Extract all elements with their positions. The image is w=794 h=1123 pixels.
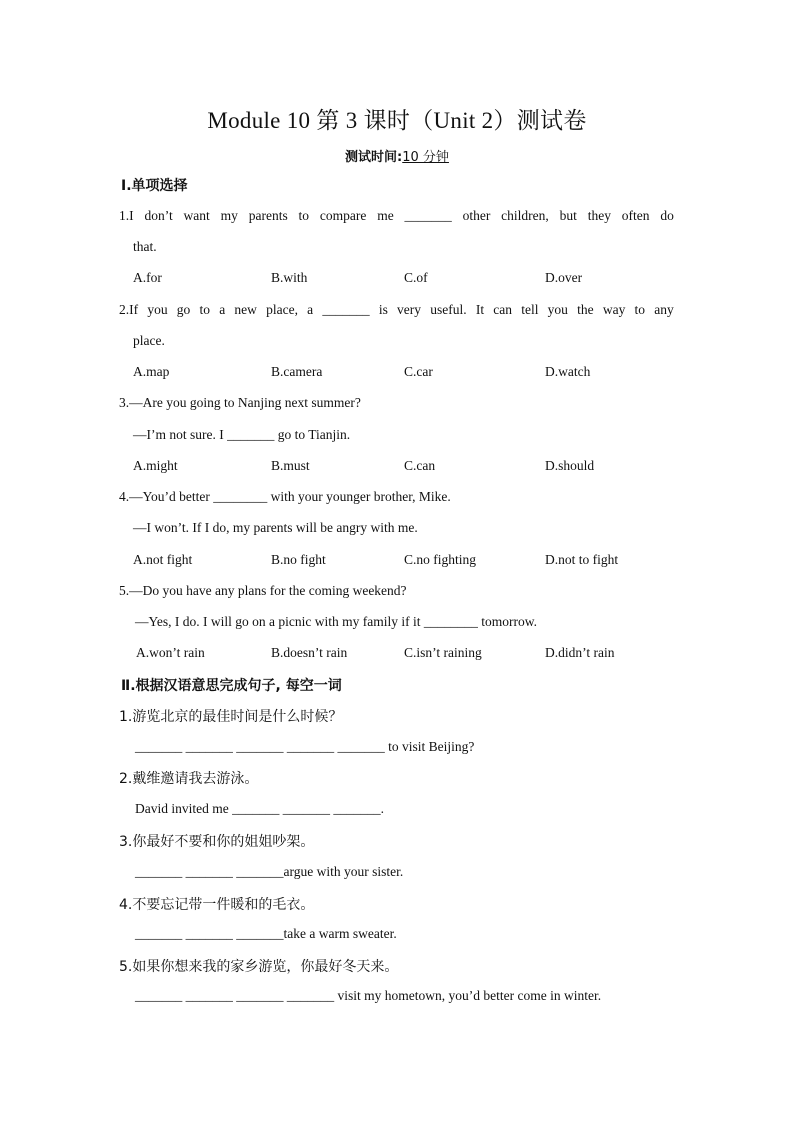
question-word: to <box>298 208 310 223</box>
question-1-option-a: A.for <box>133 270 162 285</box>
question-3-option-c: C.can <box>404 458 436 473</box>
translation-2-chinese: 2.戴维邀请我去游泳。 <box>119 771 259 787</box>
question-3-option-a: A.might <box>133 458 178 473</box>
question-1-line2: that. <box>133 239 157 254</box>
question-3-option-b: B.must <box>271 458 310 473</box>
question-word: _______ <box>404 208 452 223</box>
question-word: _______ <box>322 302 370 317</box>
question-word: is <box>378 302 388 317</box>
translation-5-chinese: 5.如果你想来我的家乡游览，你最好冬天来。 <box>119 959 399 975</box>
question-word: you <box>147 302 168 317</box>
translation-3-chinese: 3.你最好不要和你的姐姐吵架。 <box>119 834 315 850</box>
translation-3-english: _______ _______ _______argue with your sister. <box>135 864 404 879</box>
question-word: parents <box>248 208 288 223</box>
page-title: Module 10 第 3 课时（Unit 2）测试卷 <box>207 108 587 133</box>
question-4-line1: 4.—You’d better ________ with your younger brother, Mike. <box>119 489 451 504</box>
translation-5-english: _______ _______ _______ _______ visit my hometown, you’d better come in winter. <box>135 988 602 1003</box>
question-3-option-d: D.should <box>545 458 595 473</box>
question-word: go <box>176 302 191 317</box>
question-4-option-c: C.no fighting <box>404 552 477 567</box>
question-5-option-b: B.doesn’t rain <box>271 645 348 660</box>
test-time <box>0 146 794 165</box>
question-1-line1 <box>119 208 674 224</box>
question-1-option-b: B.with <box>271 270 308 285</box>
question-word: very <box>397 302 422 317</box>
question-word: but <box>559 208 577 223</box>
question-word: me <box>377 208 394 223</box>
question-word: 1.I <box>119 208 134 223</box>
question-word: a <box>219 302 226 317</box>
question-word: they <box>587 208 611 223</box>
question-2-line1 <box>119 302 674 318</box>
translation-2-english: David invited me _______ _______ _______. <box>135 801 384 816</box>
question-4-option-a: A.not fight <box>133 552 193 567</box>
translation-4-chinese: 4.不要忘记带一件暖和的毛衣。 <box>119 897 315 913</box>
question-word: It <box>475 302 485 317</box>
translation-4-english: _______ _______ _______take a warm sweater. <box>135 926 397 941</box>
question-word: tell <box>521 302 539 317</box>
question-word: you <box>547 302 568 317</box>
question-word: children, <box>501 208 549 223</box>
question-2-option-d: D.watch <box>545 364 591 379</box>
question-2-option-c: C.car <box>404 364 433 379</box>
question-word: want <box>183 208 210 223</box>
question-5-line1: 5.—Do you have any plans for the coming weekend? <box>119 583 407 598</box>
question-1-option-d: D.over <box>545 270 583 285</box>
translation-1-english: _______ _______ _______ _______ _______ to visit Beijing? <box>135 739 475 754</box>
question-word: to <box>634 302 646 317</box>
section-2-heading: Ⅱ.根据汉语意思完成句子, 每空一词 <box>121 678 342 694</box>
translation-1-chinese: 1.游览北京的最佳时间是什么时候？ <box>119 709 343 725</box>
question-word: other <box>462 208 491 223</box>
question-4-line2: —I won’t. If I do, my parents will be angry with me. <box>133 520 418 535</box>
question-word: often <box>621 208 650 223</box>
question-word: do <box>660 208 674 223</box>
question-2-line2: place. <box>133 333 165 348</box>
question-5-option-c: C.isn’t raining <box>404 645 482 660</box>
test-time-label: 测试时间: <box>345 150 403 165</box>
question-2-option-b: B.camera <box>271 364 323 379</box>
question-word: place, <box>266 302 298 317</box>
question-3-line1: 3.—Are you going to Nanjing next summer? <box>119 395 361 410</box>
question-5-option-a: A.won’t rain <box>136 645 205 660</box>
question-word: way <box>602 302 626 317</box>
question-word: to <box>199 302 210 317</box>
question-word: compare <box>319 208 367 223</box>
question-2-option-a: A.map <box>133 364 170 379</box>
question-word: don’t <box>144 208 173 223</box>
test-time-value: 10 分钟 <box>402 150 449 165</box>
question-3-line2: —I’m not sure. I _______ go to Tianjin. <box>133 427 351 442</box>
question-word: the <box>577 302 594 317</box>
question-5-option-d: D.didn’t rain <box>545 645 615 660</box>
question-word: my <box>220 208 238 223</box>
question-word: new <box>234 302 257 317</box>
section-1-heading: Ⅰ.单项选择 <box>121 178 188 194</box>
question-5-line2: —Yes, I do. I will go on a picnic with my family if it ________ tomorrow. <box>135 614 537 629</box>
question-1-option-c: C.of <box>404 270 428 285</box>
question-word: a <box>307 302 314 317</box>
question-4-option-b: B.no fight <box>271 552 326 567</box>
question-word: any <box>654 302 674 317</box>
question-word: 2.If <box>119 302 139 317</box>
question-4-option-d: D.not to fight <box>545 552 619 567</box>
question-word: can <box>493 302 513 317</box>
question-word: useful. <box>430 302 467 317</box>
